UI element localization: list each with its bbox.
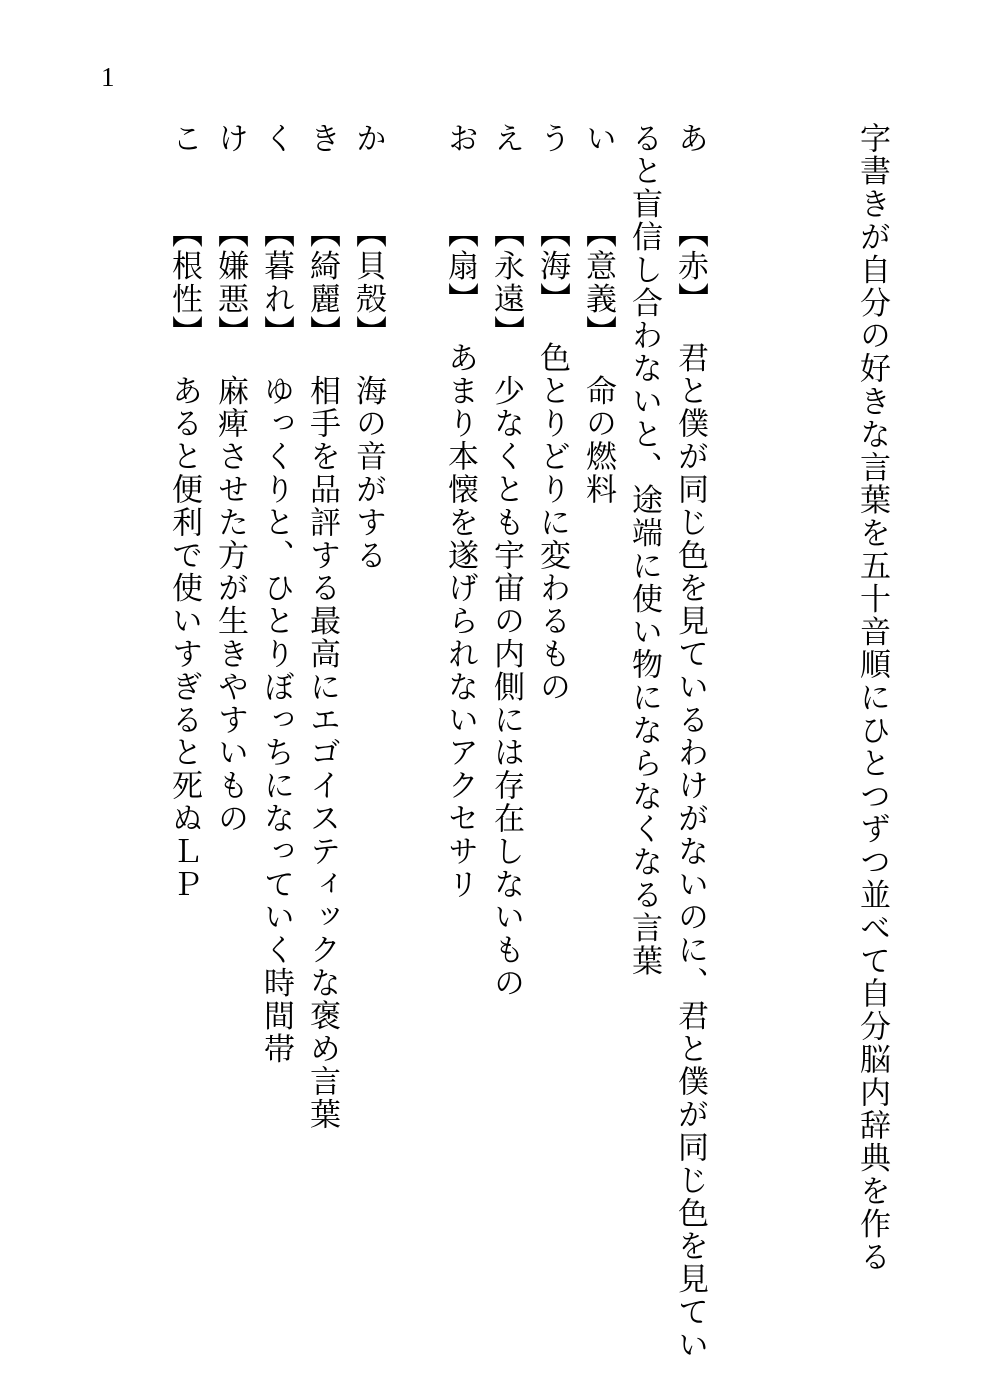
entry-kana: え [488,122,524,155]
entry-definition: 相手を品評する最高にエゴイスティックな褒め言葉 [304,374,340,1132]
entry-kana: あ [672,122,708,155]
entry-a-continuation [623,122,665,977]
entry-term: 【暮れ】 [258,216,294,349]
entry-ka [347,122,389,572]
entry-u [531,122,573,704]
entry-o [439,122,481,901]
entry-ku [255,122,297,1065]
entry-e [485,122,527,1000]
entry-kana: い [580,122,616,155]
page-title: 字書きが自分の好きな言葉を五十音順にひとつずつ並べて自分脳内辞典を作る [854,122,890,1274]
entry-term: 【海】 [534,216,570,316]
entry-i [577,122,619,506]
page-number: 1 [101,62,115,92]
entry-definition: 少なくとも宇宙の内側には存在しないもの [488,374,524,1000]
entry-definition: 海の音がする [350,374,386,572]
entry-term: 【赤】 [672,216,708,316]
entry-kana: お [442,122,478,155]
entry-definition: ゆっくりと、ひとりぼっちになっていく時間帯 [258,374,294,1066]
entry-term: 【綺麗】 [304,216,340,349]
entry-definition: あまり本懐を遂げられないアクセサリ [442,341,478,901]
entry-kana: う [534,122,570,155]
entry-term: 【意義】 [580,216,616,349]
entry-ki [301,122,343,1131]
entry-kana: け [212,122,248,155]
entry-ko [163,122,205,901]
entry-kana: き [304,122,340,155]
entry-term: 【貝殻】 [350,216,386,349]
entry-term: 【根性】 [166,216,202,349]
entry-term: 【扇】 [442,216,478,316]
entry-definition: 麻痺させた方が生きやすいもの [212,374,248,836]
entry-kana: く [258,122,294,155]
entry-kana: こ [166,122,202,155]
entry-a [669,122,711,1362]
entry-definition: 色とりどりに変わるもの [534,341,570,704]
entry-definition: 命の燃料 [580,374,616,507]
entry-definition: 君と僕が同じ色を見ているわけがないのに、君と僕が同じ色を見てい [672,341,708,1362]
entry-term: 【嫌悪】 [212,216,248,349]
entry-definition: あると便利で使いすぎると死ぬＬＰ [166,374,202,901]
entry-definition-continued: ると盲信し合わないと、途端に使い物にならなくなる言葉 [626,122,662,978]
entry-term: 【永遠】 [488,216,524,349]
entry-kana: か [350,122,386,155]
entry-ke [209,122,251,835]
